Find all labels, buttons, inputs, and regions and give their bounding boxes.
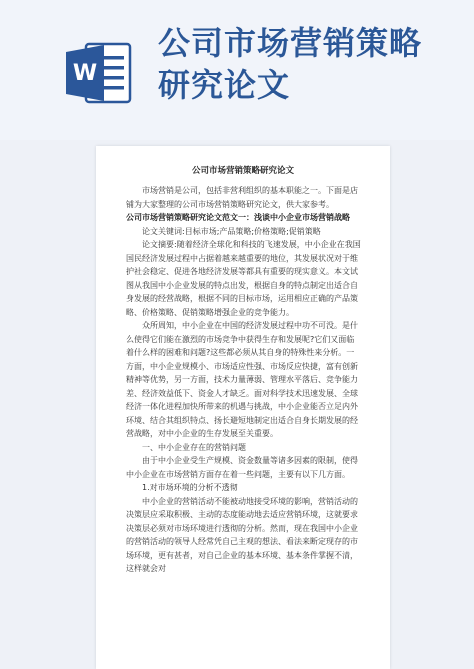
paragraph-intro: 市场营销是公司，包括非营利组织的基本职能之一。下面是店铺为大家整理的公司市场营销策略研究论文，供大家参考。: [126, 186, 358, 209]
paragraph-section-heading: 公司市场营销策略研究论文范文一：浅谈中小企业市场营销战略: [126, 213, 350, 222]
paragraph-keywords: 论文关键词:目标市场;产品策略;价格策略;促销策略: [142, 226, 321, 236]
header-banner: [0, 0, 474, 140]
paragraph-subheading-1: 1.对市场环境的分析不透彻: [142, 483, 238, 492]
paragraph-overview: 众所周知，中小企业在中国的经济发展过程中功不可没。是什么使得它们能在激烈的市场竞争中获得生存和发展呢?它们又面临着什么样的困难和问题?这些都必须从其自身的特殊性来分析。一方面，中小企业规模小、市场适应性强、市场反应快捷，富有创新精神等优势，另一方面，技术力量薄弱、管理水平落后、竞争能力差、经济效益低下、资金人才缺乏。面对科学技术迅速发展、全球经济一体化进程加快所带来的机遇与挑战，中小企业能否立足内外环境、结合其组织特点、扬长避短地制定出适合自身长期发展的经营战略，对中小企业的生存发展至关重要。: [126, 321, 358, 438]
document-title: 公司市场营销策略研究论文: [191, 166, 294, 176]
word-icon-letter: W: [72, 61, 98, 86]
document-page: [96, 146, 390, 669]
word-document-icon: [64, 40, 132, 106]
page-title-line-1: 公司市场营销策略: [158, 24, 423, 62]
paragraph-environment: 中小企业的营销活动不能被动地接受环境的影响，营销活动的决策层应采取积极、主动的态度能动地去适应营销环境，这就要求决策层必须对市场环境进行透彻的分析。然而，现在我国中小企业的营销活动的领导人经常凭自己主观的想法、看法来断定现存的市场环境，更有甚者，对自己企业的基本环境、基本条件掌握不清，这样就会对: [126, 496, 358, 573]
paragraph-problems-intro: 由于中小企业受生产规模、资金数量等诸多因素的限制，使得中小企业在市场营销方面存在着一些问题，主要有以下几方面。: [126, 456, 358, 479]
page-title: [158, 22, 422, 106]
document-body: [126, 184, 362, 576]
paragraph-abstract: 论文摘要:随着经济全球化和科技的飞速发展，中小企业在我国国民经济发展过程中占据着越来越重要的地位，其发展状况对于维护社会稳定、促进各地经济发展等都具有重要的现实意义。本文试图从我国中小企业发展的特点出发，根据自身的特点制定出适合自身发展的经营战略，根据不同的目标市场，运用相应正确的产品策略、价格策略、促销策略增强企业的竞争能力。: [126, 240, 361, 317]
page-title-line-2: 研究论文: [158, 66, 291, 104]
paragraph-heading-problems: 一、中小企业存在的营销问题: [142, 442, 246, 452]
